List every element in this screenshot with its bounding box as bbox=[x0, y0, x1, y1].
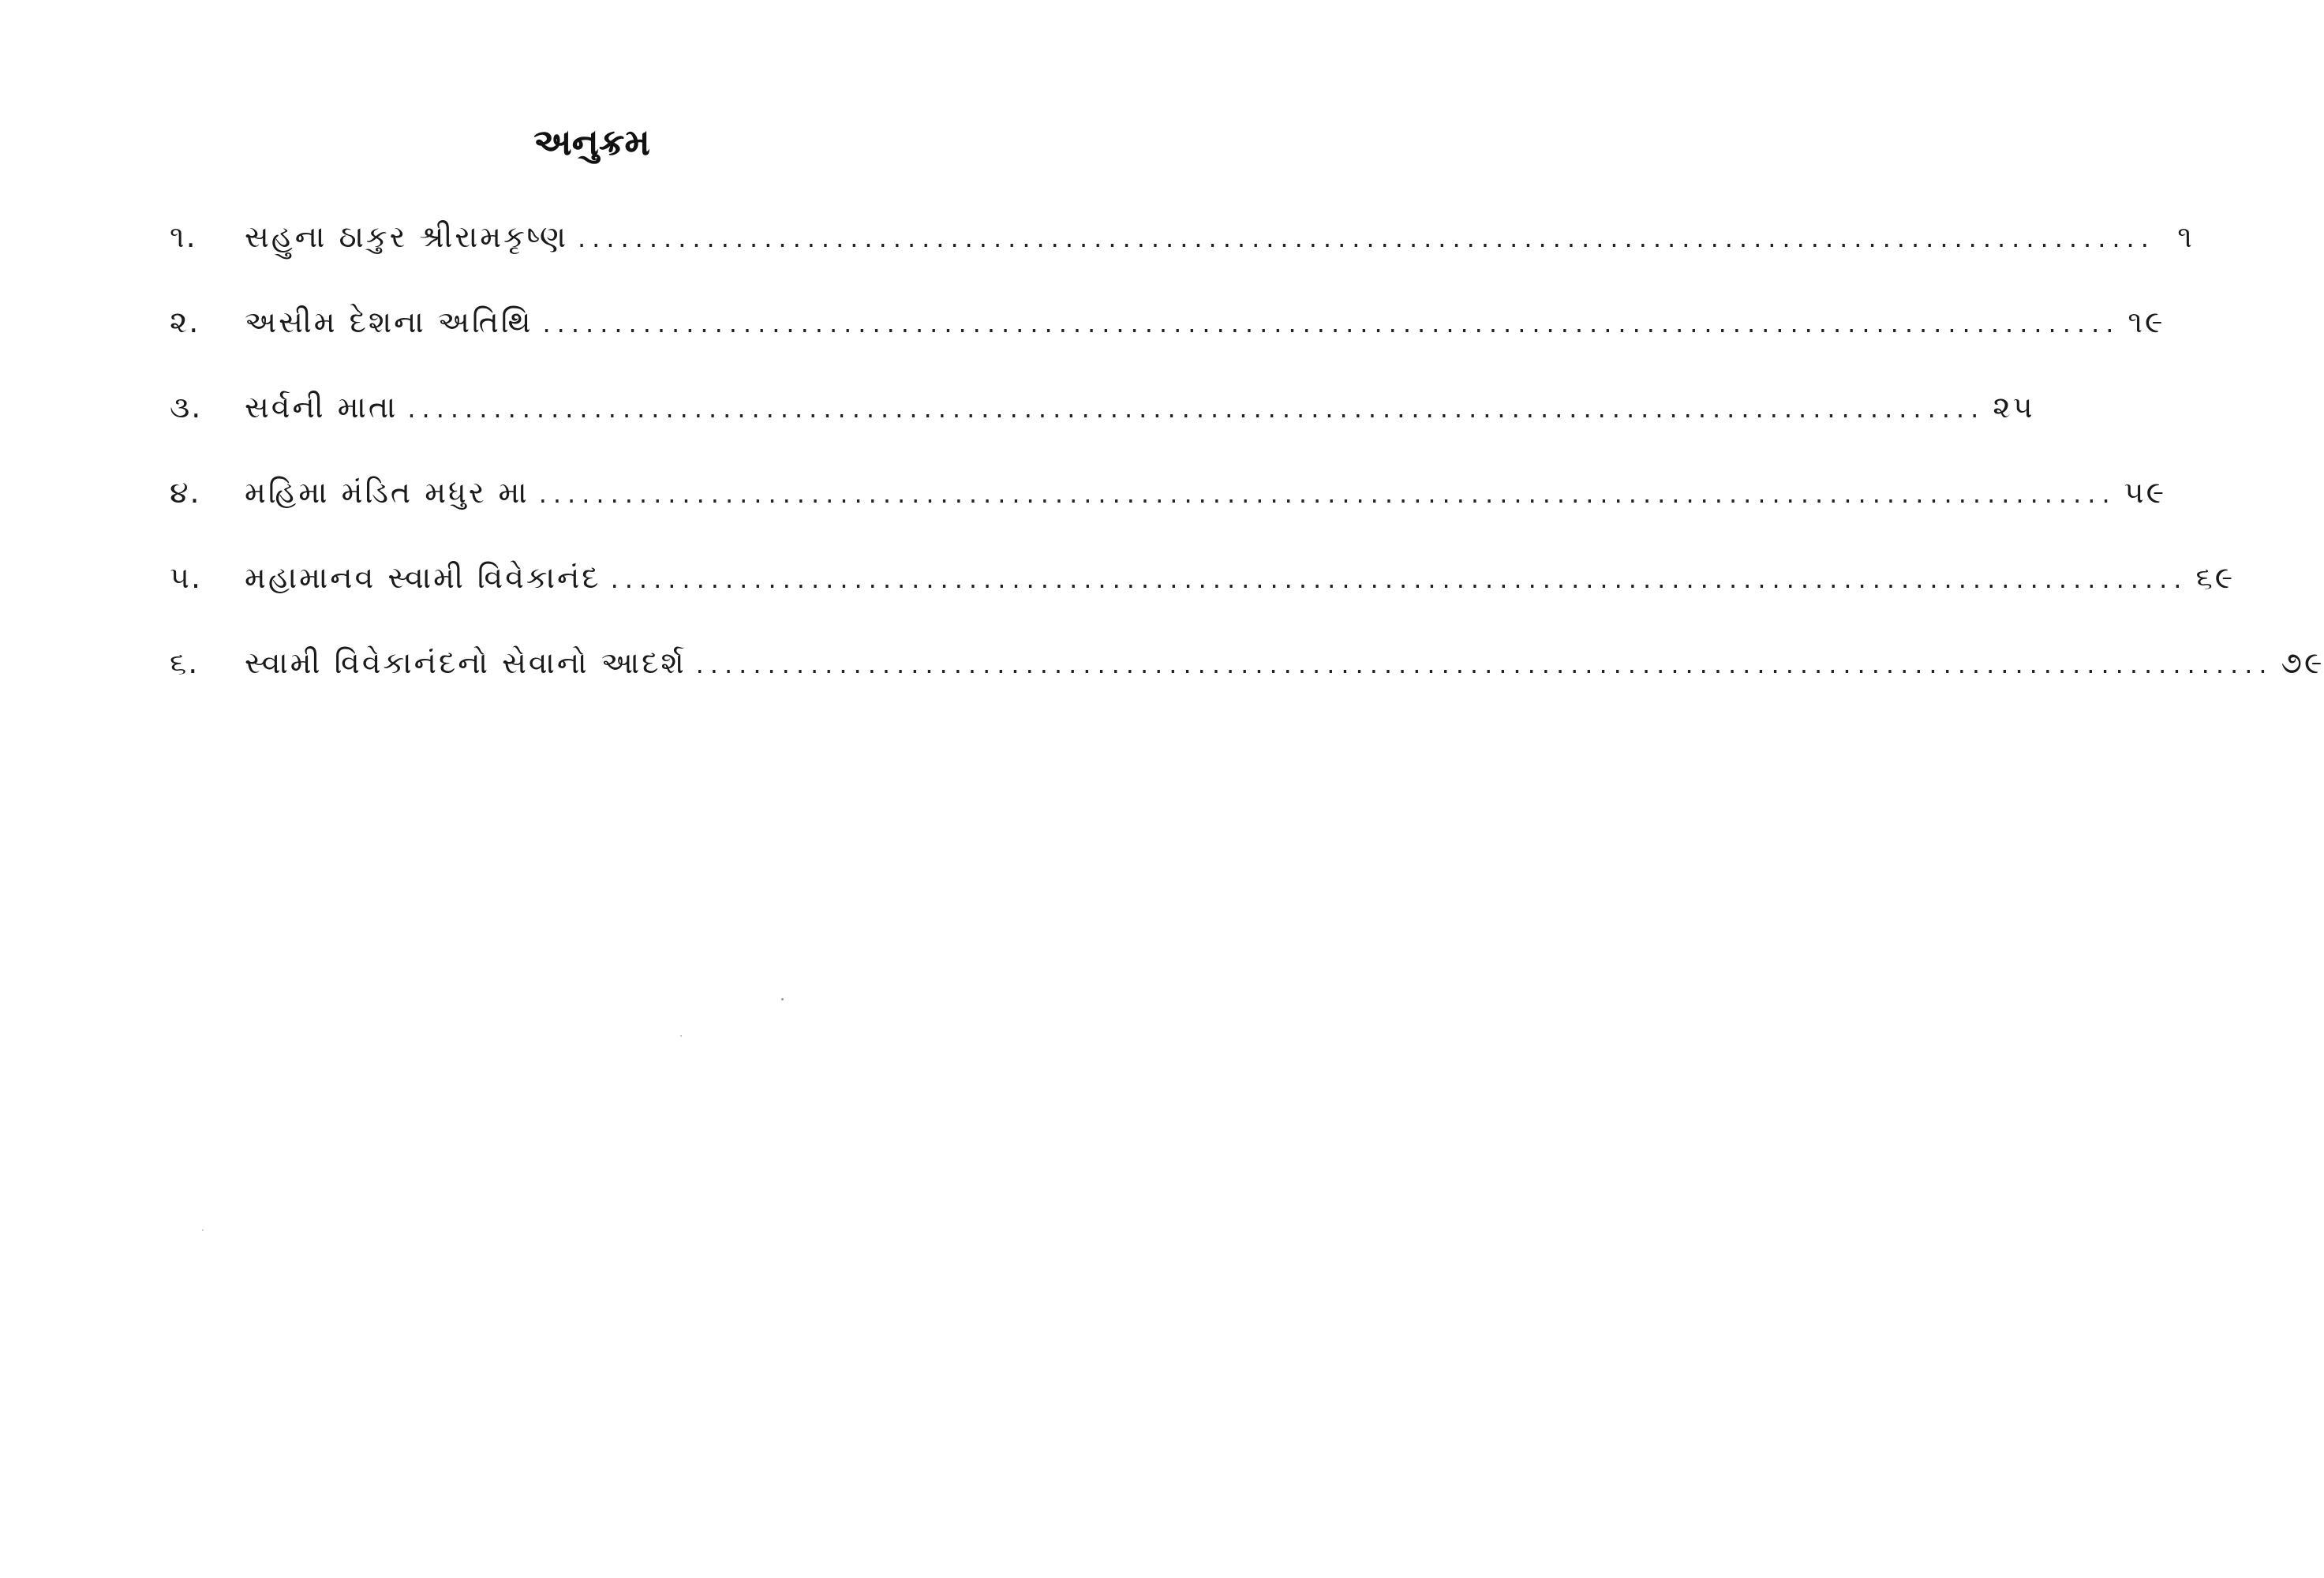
entry-page-number: ૧૯ bbox=[2128, 305, 2165, 339]
entry-title: મહામાનવ સ્વામી વિવેકાનંદ bbox=[245, 560, 601, 595]
scan-speck bbox=[680, 1035, 682, 1037]
entry-title: મહિમા મંડિત મધુર મા bbox=[245, 475, 530, 510]
toc-entry bbox=[170, 298, 2165, 383]
dot-leader: .............................................................................................................. bbox=[695, 649, 2273, 679]
entry-page-number: ૧ bbox=[2177, 219, 2195, 254]
dot-leader: .............................................................................................................. bbox=[542, 308, 2120, 338]
dot-leader: .............................................................................................................. bbox=[538, 479, 2116, 509]
table-of-contents bbox=[170, 213, 2324, 724]
entry-number: ૨. bbox=[170, 305, 200, 339]
dot-leader: .............................................................................................................. bbox=[610, 564, 2188, 594]
entry-number: ૫. bbox=[170, 560, 203, 595]
toc-entry bbox=[170, 554, 2236, 639]
page-title: અનુક્રમ bbox=[533, 121, 650, 163]
entry-number: ૪. bbox=[170, 475, 201, 510]
entry-title: સર્વની માતા bbox=[245, 390, 399, 424]
scan-speck bbox=[781, 998, 784, 1000]
dot-leader: .............................................................................................................. bbox=[407, 394, 1985, 424]
toc-entry bbox=[170, 469, 2167, 554]
toc-entry bbox=[170, 213, 2195, 298]
entry-title: સહુના ઠાકુર શ્રીરામકૃષ્ણ bbox=[245, 219, 568, 254]
entry-title: અસીમ દેશના અતિથિ bbox=[245, 305, 533, 339]
entry-page-number: ૨૫ bbox=[1993, 390, 2035, 424]
entry-page-number: ૬૯ bbox=[2195, 560, 2236, 595]
entry-number: ૩. bbox=[170, 390, 203, 424]
entry-page-number: ૫૯ bbox=[2124, 475, 2167, 510]
entry-title: સ્વામી વિવેકાનંદનો સેવાનો આદર્શ bbox=[245, 645, 687, 680]
entry-number: ૬. bbox=[170, 645, 200, 680]
toc-entry bbox=[170, 383, 2035, 469]
entry-number: ૧. bbox=[170, 219, 197, 254]
entry-page-number: ૭૯ bbox=[2281, 645, 2324, 680]
dot-leader: .............................................................................................................. bbox=[577, 223, 2155, 253]
scan-speck bbox=[202, 1229, 204, 1231]
toc-entry bbox=[170, 639, 2324, 724]
